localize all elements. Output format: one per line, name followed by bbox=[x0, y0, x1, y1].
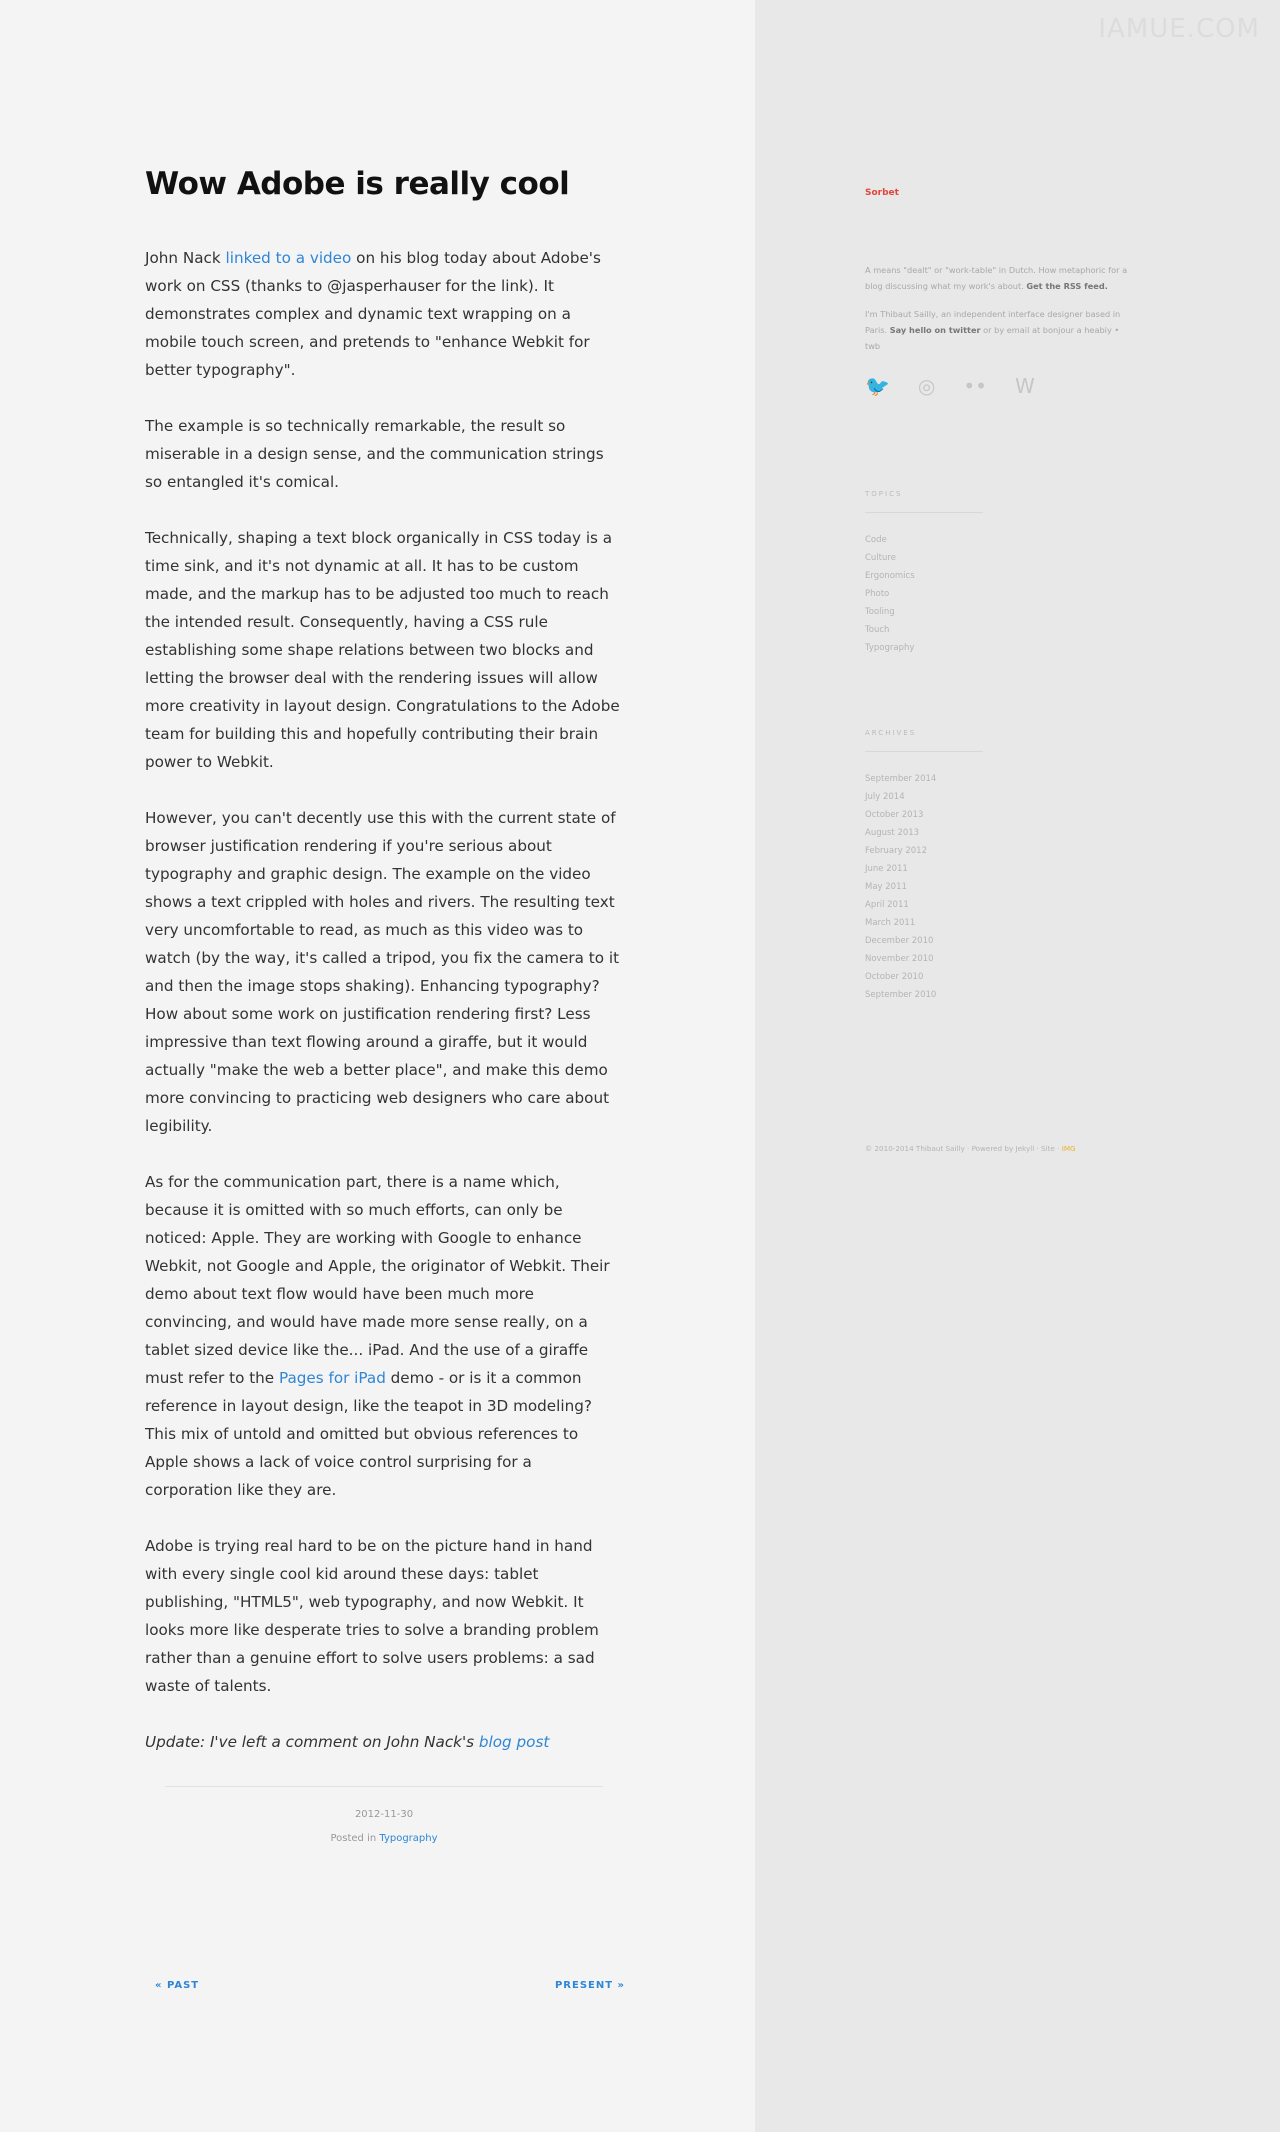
topic-item[interactable]: Tooling bbox=[865, 607, 895, 617]
blog-post-link[interactable]: blog post bbox=[478, 1733, 550, 1751]
post-meta bbox=[145, 1803, 623, 1851]
bio-text: I'm Thibaut Sailly, an independent interface designer based in Paris. Say hello on twitter or by email at bonjour a heabiy • twb bbox=[865, 309, 1121, 351]
archive-item[interactable]: February 2012 bbox=[865, 846, 927, 856]
pagination bbox=[155, 1980, 625, 1991]
about-text: A means "dealt" or "work-table" in Dutch. How metaphoric for a blog discussing what my work's about. Get the RSS feed. bbox=[865, 265, 1128, 291]
archive-item[interactable]: July 2014 bbox=[865, 792, 905, 802]
post-divider bbox=[165, 1786, 603, 1787]
rss-link[interactable]: Get the RSS feed. bbox=[1026, 281, 1108, 291]
video-link[interactable]: linked to a video bbox=[225, 249, 352, 267]
topics-title: TOPICS bbox=[865, 490, 903, 498]
article bbox=[145, 166, 623, 1851]
w-icon[interactable]: W bbox=[1014, 374, 1035, 398]
twitter-icon[interactable]: 🐦 bbox=[865, 374, 890, 398]
topic-item[interactable]: Photo bbox=[865, 589, 890, 599]
topic-item[interactable]: Culture bbox=[865, 553, 896, 563]
site-brand[interactable]: Sorbet bbox=[865, 188, 899, 198]
archive-item[interactable]: April 2011 bbox=[865, 900, 909, 910]
archive-item[interactable]: March 2011 bbox=[865, 918, 916, 928]
update-note: Update: I've left a comment on John Nack's blog post bbox=[145, 1733, 550, 1751]
archive-item[interactable]: August 2013 bbox=[865, 828, 920, 838]
post-date: 2012-11-30 bbox=[354, 1809, 414, 1820]
archives-title: ARCHIVES bbox=[865, 729, 917, 737]
present-link[interactable]: PRESENT » bbox=[554, 1980, 625, 1991]
topic-item[interactable]: Code bbox=[865, 535, 887, 545]
sidebar-inner bbox=[865, 188, 1130, 1153]
topics-list bbox=[865, 531, 1130, 657]
archive-item[interactable]: November 2010 bbox=[865, 954, 934, 964]
article-paragraph: John Nack linked to a video on his blog today about Adobe's work on CSS (thanks to @jasperhauser for the link). It demonstrates complex and dynamic text wrapping on a mobile touch screen, and pretends to "enhance Webkit for better typography". bbox=[145, 249, 601, 379]
footer-accent[interactable]: IMG bbox=[1061, 1144, 1076, 1153]
topic-item[interactable]: Touch bbox=[865, 625, 890, 635]
article-paragraph: The example is so technically remarkable, the result so miserable in a design sense, and the communication strings so entangled it's comical. bbox=[145, 417, 604, 491]
post-category-line: Posted in Typography bbox=[330, 1833, 438, 1844]
category-link[interactable]: Typography bbox=[379, 1833, 438, 1844]
archives-list bbox=[865, 770, 1130, 1004]
archive-item[interactable]: October 2013 bbox=[865, 810, 924, 820]
social-links bbox=[865, 376, 1130, 396]
archive-item[interactable]: June 2011 bbox=[865, 864, 908, 874]
sidebar bbox=[755, 0, 1280, 2132]
watermark: IAMUE.COM bbox=[1098, 14, 1260, 44]
article-paragraph: As for the communication part, there is a name which, because it is omitted with so much efforts, can only be noticed: Apple. They are working with Google to enhance Webkit, not Google and Apple, the originator of Webkit. Their demo about text flow would have been much more convincing, and would have made more sense really, on a tablet sized device like the... iPad. And the use of a giraffe must refer to the Pages for iPad demo - or is it a common reference in layout design, like the teapot in 3D modeling? This mix of untold and omitted but obvious references to Apple shows a lack of voice control surprising for a corporation like they are. bbox=[145, 1173, 610, 1499]
archive-item[interactable]: December 2010 bbox=[865, 936, 934, 946]
topic-item[interactable]: Ergonomics bbox=[865, 571, 915, 581]
sidebar-footer: © 2010-2014 Thibaut Sailly · Powered by Jekyll · Site · IMG bbox=[865, 1144, 1076, 1153]
topics-rule bbox=[865, 512, 983, 513]
flickr-icon[interactable]: •• bbox=[963, 374, 987, 398]
archive-item[interactable]: September 2010 bbox=[865, 990, 937, 1000]
article-paragraph: However, you can't decently use this with the current state of browser justification rendering if you're serious about typography and graphic design. The example on the video shows a text crippled with holes and rivers. The resulting text very uncomfortable to read, as much as this video was to watch (by the way, it's called a tripod, you fix the camera to it and then the image stops shaking). Enhancing typography? How about some work on justification rendering first? Less impressive than text flowing around a giraffe, but it would actually "make the web a better place", and make this demo more convincing to practicing web designers who care about legibility. bbox=[145, 809, 620, 1135]
article-paragraph: Technically, shaping a text block organically in CSS today is a time sink, and it's not dynamic at all. It has to be custom made, and the markup has to be adjusted too much to reach the intended result. Consequently, having a CSS rule establishing some shape relations between two blocks and letting the browser deal with the rendering issues will allow more creativity in layout design. Congratulations to the Adobe team for building this and hopefully contributing their brain power to Webkit. bbox=[145, 529, 620, 771]
archive-item[interactable]: September 2014 bbox=[865, 774, 937, 784]
article-paragraph: Adobe is trying real hard to be on the picture hand in hand with every single cool kid around these days: tablet publishing, "HTML5", web typography, and now Webkit. It looks more like desperate tries to solve a branding problem rather than a genuine effort to solve users problems: a sad waste of talents. bbox=[145, 1537, 599, 1695]
twitter-link[interactable]: Say hello on twitter bbox=[889, 325, 981, 335]
dribbble-icon[interactable]: ◎ bbox=[917, 374, 936, 398]
article-title: Wow Adobe is really cool bbox=[145, 166, 570, 202]
archives-rule bbox=[865, 751, 983, 752]
archive-item[interactable]: May 2011 bbox=[865, 882, 907, 892]
archive-item[interactable]: October 2010 bbox=[865, 972, 924, 982]
past-link[interactable]: « PAST bbox=[155, 1980, 200, 1991]
pages-for-ipad-link[interactable]: Pages for iPad bbox=[278, 1369, 386, 1387]
topic-item[interactable]: Typography bbox=[865, 643, 915, 653]
